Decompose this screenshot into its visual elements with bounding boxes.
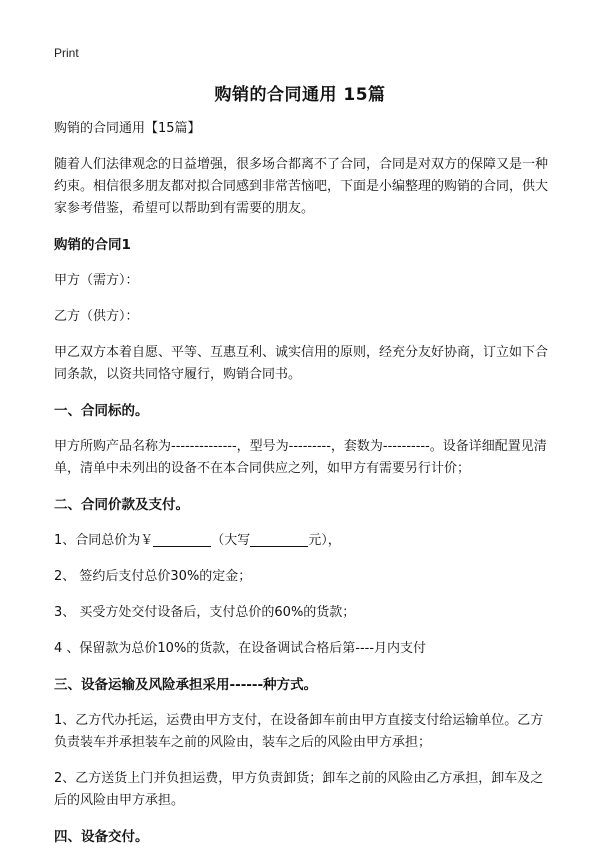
item-1-suffix: 元）， bbox=[308, 533, 341, 548]
intro-paragraph: 随着人们法律观念的日益增强，很多场合都离不了合同，合同是对双方的保障又是一种约束。相信很多朋友都对拟合同感到非常苦恼吧，下面是小编整理的购销的合同，供大家参考借鉴，希望可以帮助到有需要的朋友。 bbox=[54, 157, 549, 216]
section-3-heading: 三、设备运输及风险承担采用------种方式。 bbox=[54, 677, 318, 693]
item-1-prefix: 1、合同总价为￥ bbox=[54, 533, 154, 548]
section-3-item-1: 1、乙方代办托运，运费由甲方支付，在设备卸车前由甲方直接支付给运输单位。乙方负责装车并承担装车之前的风险由，装车之后的风险由甲方承担； bbox=[54, 713, 544, 750]
section-2-item-3: 3、 买受方处交付设备后，支付总价的60%的货款； bbox=[54, 605, 356, 620]
preamble-paragraph: 甲乙双方本着自愿、平等、互惠互利、诚实信用的原则，经充分友好协商，订立如下合同条款，以资共同恪守履行，购销合同书。 bbox=[54, 345, 549, 382]
price-blank bbox=[153, 532, 211, 547]
section-2-item-4: 4 、保留款为总价10%的货款，在设备调试合格后第----月内支付 bbox=[54, 641, 427, 656]
party-b-line: 乙方（供方）： bbox=[54, 309, 139, 324]
item-1-middle: （大写 bbox=[211, 533, 251, 548]
party-a-line: 甲方（需方）： bbox=[54, 273, 139, 288]
section-3-item-2: 2、乙方送货上门并负担运费，甲方负责卸货；卸车之前的风险由乙方承担，卸车及之后的风险由甲方承担。 bbox=[54, 771, 544, 808]
section-4-heading: 四、设备交付。 bbox=[54, 829, 149, 845]
document-subtitle: 购销的合同通用【15篇】 bbox=[54, 121, 201, 136]
section-2-heading: 二、合同价款及支付。 bbox=[54, 497, 189, 513]
section-1-heading: 一、合同标的。 bbox=[54, 403, 149, 419]
document-title: 购销的合同通用 15篇 bbox=[214, 85, 386, 105]
price-words-blank bbox=[250, 532, 308, 547]
contract-heading: 购销的合同1 bbox=[54, 237, 131, 253]
section-2-item-2: 2、 签约后支付总价30%的定金； bbox=[54, 569, 252, 584]
section-1-text: 甲方所购产品名称为--------------，型号为---------，套数为----------。设备详细配置见清单，清单中未列出的设备不在本合同供应之列，如甲方有需要另行计价； bbox=[54, 439, 547, 476]
section-2-item-1 bbox=[54, 530, 550, 552]
print-label: Print bbox=[54, 46, 79, 60]
document-body bbox=[54, 118, 550, 862]
